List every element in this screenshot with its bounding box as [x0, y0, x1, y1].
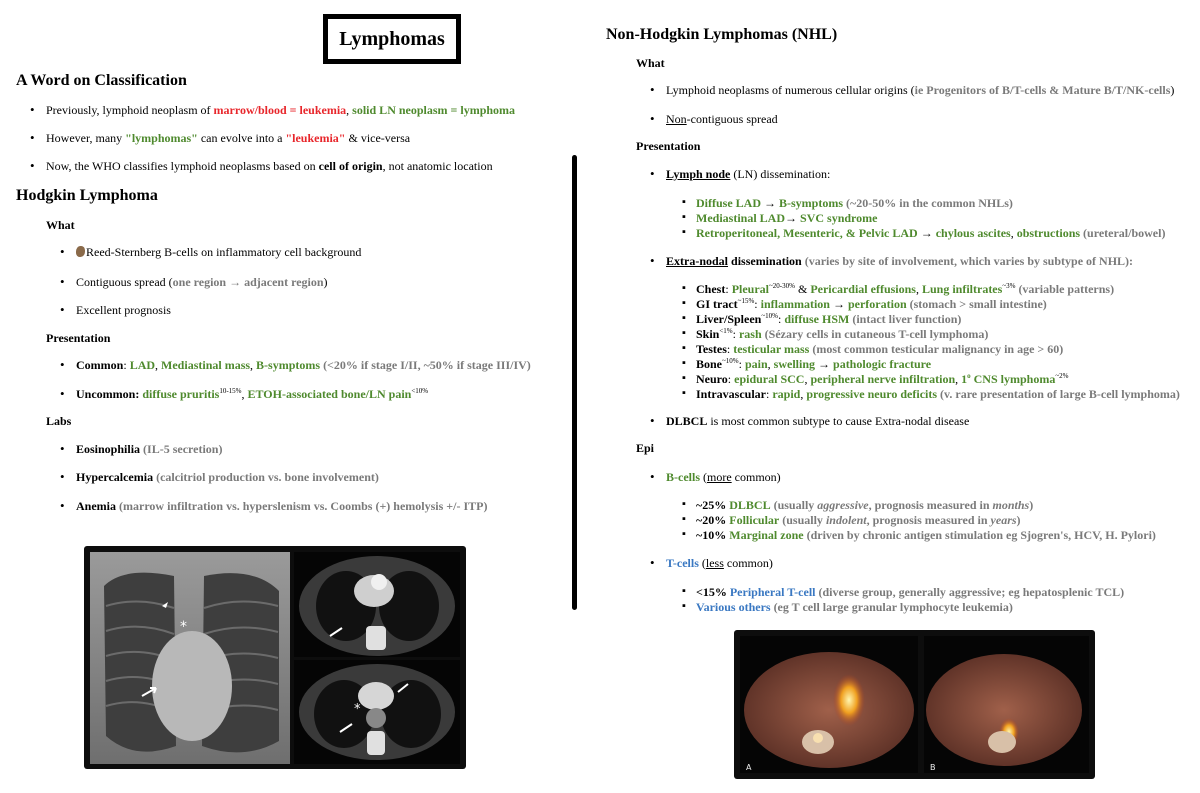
classification-bullet-3: • Now, the WHO classifies lymphoid neoplasms based on cell of origin, not anatomic location — [46, 159, 493, 174]
extranodal-dissemination: • Extra-nodal dissemination (varies by site of involvement, which varies by subtype of NHL): — [666, 254, 1133, 269]
svg-text:*: * — [354, 702, 361, 717]
pet-ct-graphic — [734, 630, 1095, 779]
nhl-epi-label: Epi — [636, 441, 655, 455]
nhl-heading: Non-Hodgkin Lymphomas (NHL) — [606, 26, 838, 43]
epi-tcells: • T-cells (less common) — [666, 556, 773, 571]
nhl-what-label: What — [636, 56, 665, 70]
tcell-others: ▪ Various others (eg T cell large granular lymphocyte leukemia) — [696, 600, 1013, 615]
hodgkin-common: • Common: LAD, Mediastinal mass, B-symptoms (<20% if stage I/II, ~50% if stage III/IV) — [76, 358, 531, 373]
dlbcl-note: • DLBCL is most common subtype to cause Extra-nodal disease — [666, 414, 969, 429]
en-intravascular: ▪ Intravascular: rapid, progressive neuro deficits (v. rare presentation of large B-cell lymphoma) — [696, 387, 1180, 402]
bcell-dlbcl: ▪ ~25% DLBCL (usually aggressive, prognosis measured in months) — [696, 498, 1033, 513]
en-liver: ▪ Liver/Spleen$^{\sim 10\%}$: diffuse HSM (intact liver function) — [696, 312, 961, 327]
svg-text:B: B — [930, 763, 936, 772]
cell-icon — [76, 246, 85, 257]
classification-heading: A Word on Classification — [16, 72, 187, 89]
hodgkin-what-1: • Reed-Sternberg B-cells on inflammatory cell background — [76, 245, 361, 260]
classification-bullet-1: • Previously, lymphoid neoplasm of marrow/blood = leukemia, solid LN neoplasm = lymphoma — [46, 103, 515, 118]
hodgkin-what-label: What — [46, 218, 75, 232]
en-neuro: ▪ Neuro: epidural SCC, peripheral nerve infiltration, 1$^o$ CNS lymphoma$^{\sim 2\%}$ — [696, 372, 1068, 387]
ln-item-3: ▪ Retroperitoneal, Mesenteric, & Pelvic LAD → chylous ascites, obstructions (ureteral/bowel) — [696, 226, 1165, 241]
svg-text:*: * — [180, 619, 187, 635]
classification-bullet-2: • However, many "lymphomas" can evolve into a "leukemia" & vice-versa — [46, 131, 410, 146]
hodgkin-imaging-figure — [84, 546, 466, 769]
en-gi: ▪ GI tract$^{\sim 15\%}$: inflammation → perforation (stomach > small intestine) — [696, 297, 1047, 312]
hodgkin-presentation-label: Presentation — [46, 331, 111, 345]
bcell-marginal: ▪ ~10% Marginal zone (driven by chronic antigen stimulation eg Sjogren's, HCV, H. Pylori) — [696, 528, 1156, 543]
lab-hypercalcemia: • Hypercalcemia (calcitriol production vs. bone involvement) — [76, 470, 379, 485]
en-chest: ▪ Chest: Pleural$^{\sim 20-30\%}$ & Pericardial effusions, Lung infiltrates$^{\sim 3\%}$ (variable patterns) — [696, 282, 1114, 297]
nhl-what-2: • Non-contiguous spread — [666, 112, 778, 127]
column-divider — [572, 155, 577, 610]
hodgkin-what-2: • Contiguous spread (one region → adjacent region) — [76, 275, 328, 290]
hodgkin-labs-label: Labs — [46, 414, 72, 428]
tcell-peripheral: ▪ <15% Peripheral T-cell (diverse group, generally aggressive; eg hepatosplenic TCL) — [696, 585, 1124, 600]
en-testes: ▪ Testes: testicular mass (most common testicular malignancy in age > 60) — [696, 342, 1063, 357]
nhl-pet-ct-figure — [734, 630, 1095, 779]
en-bone: ▪ Bone$^{\sim 10\%}$: pain, swelling → pathologic fracture — [696, 357, 931, 372]
hodgkin-heading: Hodgkin Lymphoma — [16, 187, 158, 204]
svg-text:A: A — [746, 763, 752, 772]
ln-item-1: ▪ Diffuse LAD → B-symptoms (~20-50% in the common NHLs) — [696, 196, 1013, 211]
nhl-what-1: • Lymphoid neoplasms of numerous cellular origins (ie Progenitors of B/T-cells & Mature B/T/NK-cells) — [666, 83, 1174, 98]
lab-anemia: • Anemia (marrow infiltration vs. hyperslenism vs. Coombs (+) hemolysis +/- ITP) — [76, 499, 487, 514]
ln-dissemination: • Lymph node (LN) dissemination: — [666, 167, 830, 182]
epi-bcells: • B-cells (more common) — [666, 470, 781, 485]
page-title: Lymphomas — [323, 14, 461, 64]
hodgkin-uncommon: • Uncommon: diffuse pruritis$^{10-15\%}$, ETOH-associated bone/LN pain$^{<10\%}$ — [76, 387, 428, 402]
en-skin: ▪ Skin$^{<1\%}$: rash (Sézary cells in cutaneous T-cell lymphoma) — [696, 327, 988, 342]
hodgkin-what-3: • Excellent prognosis — [76, 303, 171, 318]
lab-eosinophilia: • Eosinophilia (IL-5 secretion) — [76, 442, 222, 457]
bcell-follicular: ▪ ~20% Follicular (usually indolent, prognosis measured in years) — [696, 513, 1021, 528]
ln-item-2: ▪ Mediastinal LAD→ SVC syndrome — [696, 211, 877, 226]
nhl-presentation-label: Presentation — [636, 139, 701, 153]
chest-imaging-graphic — [84, 546, 466, 769]
